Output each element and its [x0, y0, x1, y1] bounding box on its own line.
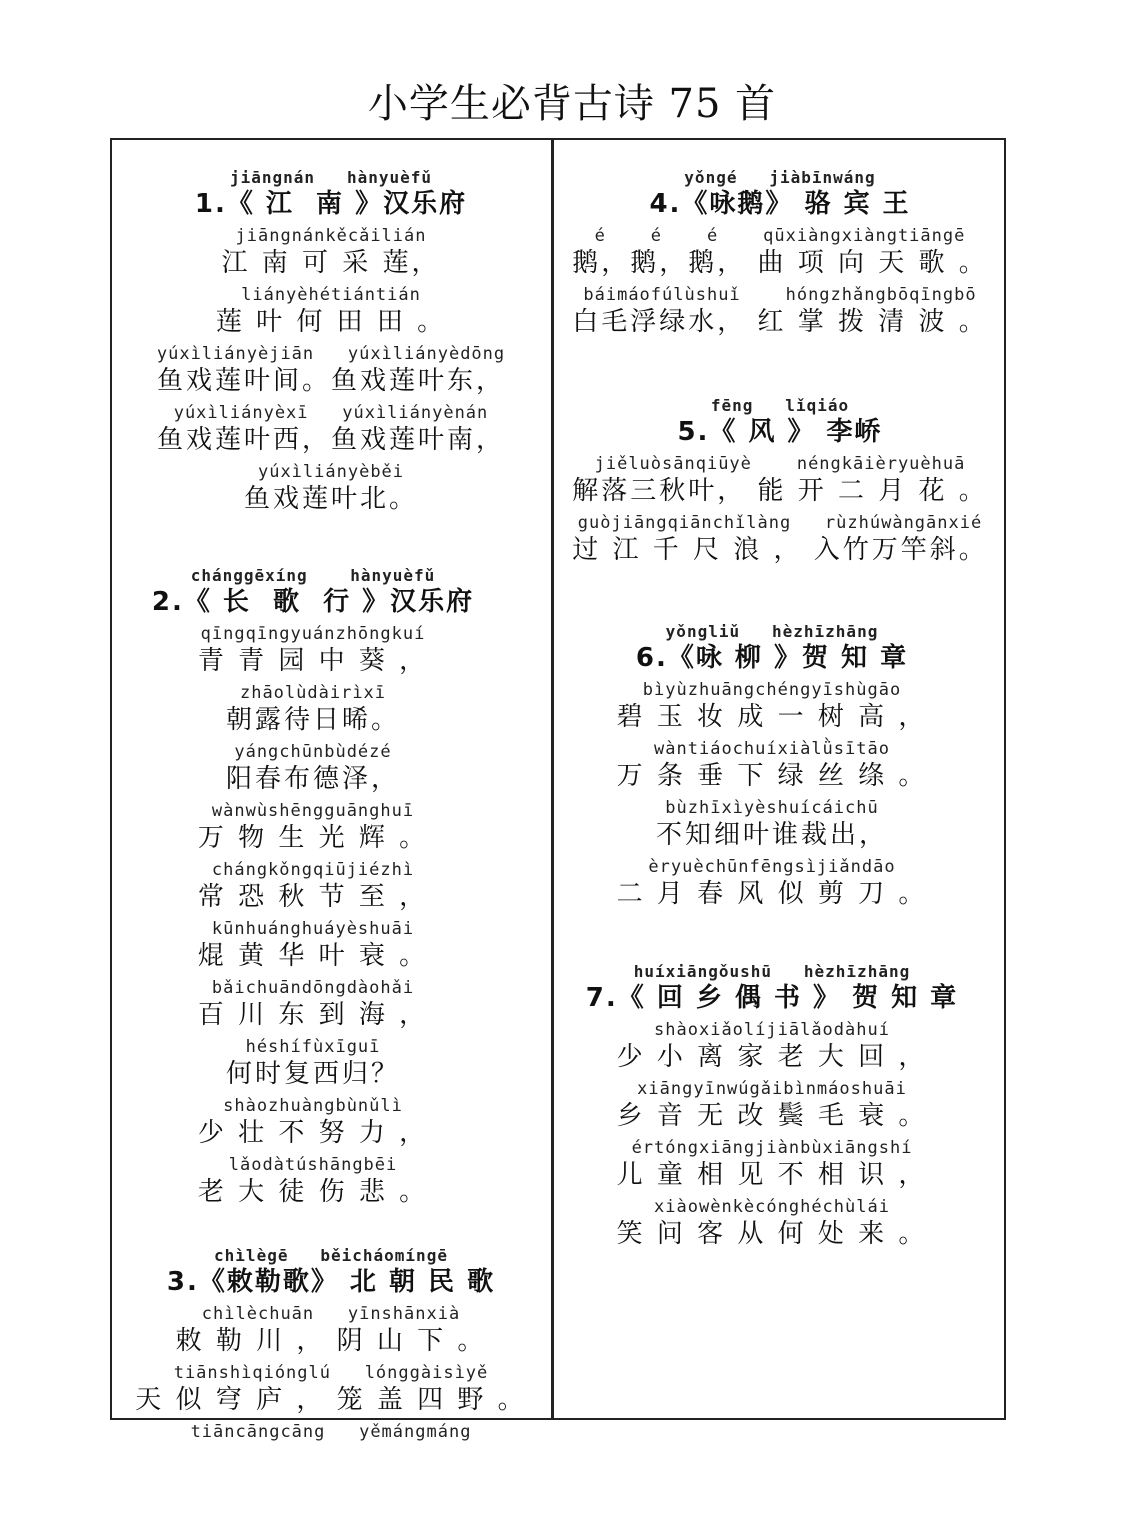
poem-line: 莲 叶 何 田 田 。	[215, 307, 447, 337]
poem-4	[556, 150, 1004, 339]
poem-heading: 5.《 风 》 李峤	[677, 417, 883, 447]
poem-3	[112, 1228, 550, 1442]
poem-line: 鱼戏莲叶北。	[243, 484, 418, 514]
poem-line: 敕 勒 川 ， 阴 山 下 。	[175, 1326, 487, 1356]
poem-line: 万 物 生 光 辉 。	[197, 823, 429, 853]
poem-line: 二 月 春 风 似 剪 刀 。	[616, 879, 928, 909]
poem-heading-pinyin: fēng lǐqiáo	[710, 396, 850, 415]
poem-heading-pinyin: yǒngliǔ hèzhīzhāng	[665, 622, 879, 641]
poem-line: 老 大 徒 伤 悲 。	[197, 1177, 429, 1207]
pinyin-line: bùzhīxìyèshuícáichū	[665, 798, 879, 818]
page-title: 小学生必背古诗 75 首	[367, 81, 777, 127]
poem-2	[94, 548, 532, 1209]
pinyin-line: chángkǒngqiūjiézhì	[211, 860, 415, 880]
pinyin-line: yúxìliányèběi	[257, 462, 405, 482]
poem-line: 乡 音 无 改 鬓 毛 衰 。	[616, 1101, 928, 1131]
poem-5	[556, 378, 1004, 567]
pinyin-line: yángchūnbùdézé	[234, 742, 392, 762]
right-column	[556, 140, 1004, 1418]
poem-line: 儿 童 相 见 不 相 识 ，	[616, 1160, 928, 1190]
poem-heading: 7.《 回 乡 偶 书 》 贺 知 章	[585, 983, 959, 1013]
poem-heading-pinyin: chìlègē běicháomíngē	[214, 1246, 448, 1265]
pinyin-line: tiāncāngcāng yěmángmáng	[190, 1422, 472, 1442]
poem-line: 鱼戏莲叶西，鱼戏莲叶南，	[156, 425, 505, 455]
poem-line: 江 南 可 采 莲，	[221, 248, 441, 278]
pinyin-line: chìlèchuān yīnshānxià	[201, 1304, 461, 1324]
poem-line: 焜 黄 华 叶 衰 。	[197, 941, 429, 971]
pinyin-line: bìyùzhuāngchéngyīshùgāo	[642, 680, 902, 700]
pinyin-line: zhāolùdàirìxī	[239, 683, 387, 703]
pinyin-line: é é é qūxiàngxiàngtiāngē	[594, 226, 966, 246]
poem-line: 鹅，鹅，鹅， 曲 项 向 天 歌 。	[572, 248, 988, 278]
pinyin-line: jiāngnánkěcǎilián	[235, 226, 427, 246]
poem-line: 万 条 垂 下 绿 丝 绦 。	[616, 761, 928, 791]
poem-line: 鱼戏莲叶间。鱼戏莲叶东，	[156, 366, 505, 396]
pinyin-line: bǎichuāndōngdàohǎi	[211, 978, 415, 998]
poem-heading: 1.《 江 南 》汉乐府	[194, 189, 468, 219]
poem-line: 何时复西归？	[225, 1059, 400, 1089]
poem-heading: 6.《咏 柳 》贺 知 章	[635, 643, 909, 673]
pinyin-line: tiānshìqiónglú lónggàisìyě	[173, 1363, 489, 1383]
pinyin-line: lǎodàtúshāngbēi	[228, 1155, 398, 1175]
poem-heading-pinyin: huíxiāngǒushū hèzhīzhāng	[633, 962, 911, 981]
poem-heading: 2.《 长 歌 行 》汉乐府	[151, 587, 475, 617]
poem-line: 常 恐 秋 节 至 ，	[197, 882, 429, 912]
poem-6	[548, 604, 996, 911]
poem-heading: 3.《敕勒歌》 北 朝 民 歌	[166, 1267, 496, 1297]
poem-line: 少 壮 不 努 力 ，	[197, 1118, 429, 1148]
pinyin-line: báimáofúlùshuǐ hóngzhǎngbōqīngbō	[583, 285, 977, 305]
poem-1	[112, 150, 550, 516]
poem-line: 青 青 园 中 葵 ，	[197, 646, 429, 676]
poem-line: 碧 玉 妆 成 一 树 高 ，	[616, 702, 928, 732]
pinyin-line: yúxìliányèxī yúxìliányènán	[173, 403, 489, 423]
pinyin-line: yúxìliányèjiān yúxìliányèdōng	[156, 344, 506, 364]
pinyin-line: liányèhétiántián	[241, 285, 421, 305]
pinyin-line: héshífùxīguī	[245, 1037, 381, 1057]
poem-line: 少 小 离 家 老 大 回 ，	[616, 1042, 928, 1072]
left-column	[112, 140, 550, 1442]
poem-line: 白毛浮绿水， 红 掌 拨 清 波 。	[572, 307, 988, 337]
poem-heading: 4.《咏鹅》 骆 宾 王	[649, 189, 911, 219]
pinyin-line: shàozhuàngbùnǔlì	[223, 1096, 403, 1116]
poem-line: 百 川 东 到 海 ，	[197, 1000, 429, 1030]
pinyin-line: wànwùshēngguānghuī	[211, 801, 415, 821]
poem-line: 不知细叶谁裁出，	[655, 820, 888, 850]
poem-line: 天 似 穹 庐 ， 笼 盖 四 野 。	[135, 1385, 527, 1415]
pinyin-line: guòjiāngqiānchǐlàng rùzhúwàngānxié	[577, 513, 983, 533]
pinyin-line: xiāngyīnwúgǎibìnmáoshuāi	[637, 1079, 907, 1099]
poem-heading-pinyin: chánggēxíng hànyuèfǔ	[190, 566, 436, 585]
pinyin-line: èryuèchūnfēngsìjiǎndāo	[648, 857, 896, 877]
pinyin-line: shàoxiǎolíjiālǎodàhuí	[654, 1020, 890, 1040]
pinyin-line: wàntiáochuíxiàlǜsītāo	[654, 739, 890, 759]
poem-heading-pinyin: jiāngnán hànyuèfǔ	[229, 168, 433, 187]
poem-line: 朝露待日晞。	[225, 705, 400, 735]
poem-table	[110, 138, 1006, 1442]
poem-line: 阳春布德泽，	[225, 764, 400, 794]
poem-7	[548, 944, 996, 1251]
poem-line: 解落三秋叶， 能 开 二 月 花 。	[572, 476, 988, 506]
poem-line: 过 江 千 尺 浪 ， 入竹万竿斜。	[572, 535, 988, 565]
pinyin-line: kūnhuánghuáyèshuāi	[211, 919, 415, 939]
pinyin-line: értóngxiāngjiànbùxiāngshí	[631, 1138, 913, 1158]
poem-heading-pinyin: yǒngé jiàbīnwáng	[684, 168, 876, 187]
pinyin-line: xiàowènkècónghéchùlái	[654, 1197, 890, 1217]
pinyin-line: jiěluòsānqiūyè néngkāièryuèhuā	[594, 454, 966, 474]
poem-line: 笑 问 客 从 何 处 来 。	[616, 1219, 928, 1249]
pinyin-line: qīngqīngyuánzhōngkuí	[200, 624, 426, 644]
